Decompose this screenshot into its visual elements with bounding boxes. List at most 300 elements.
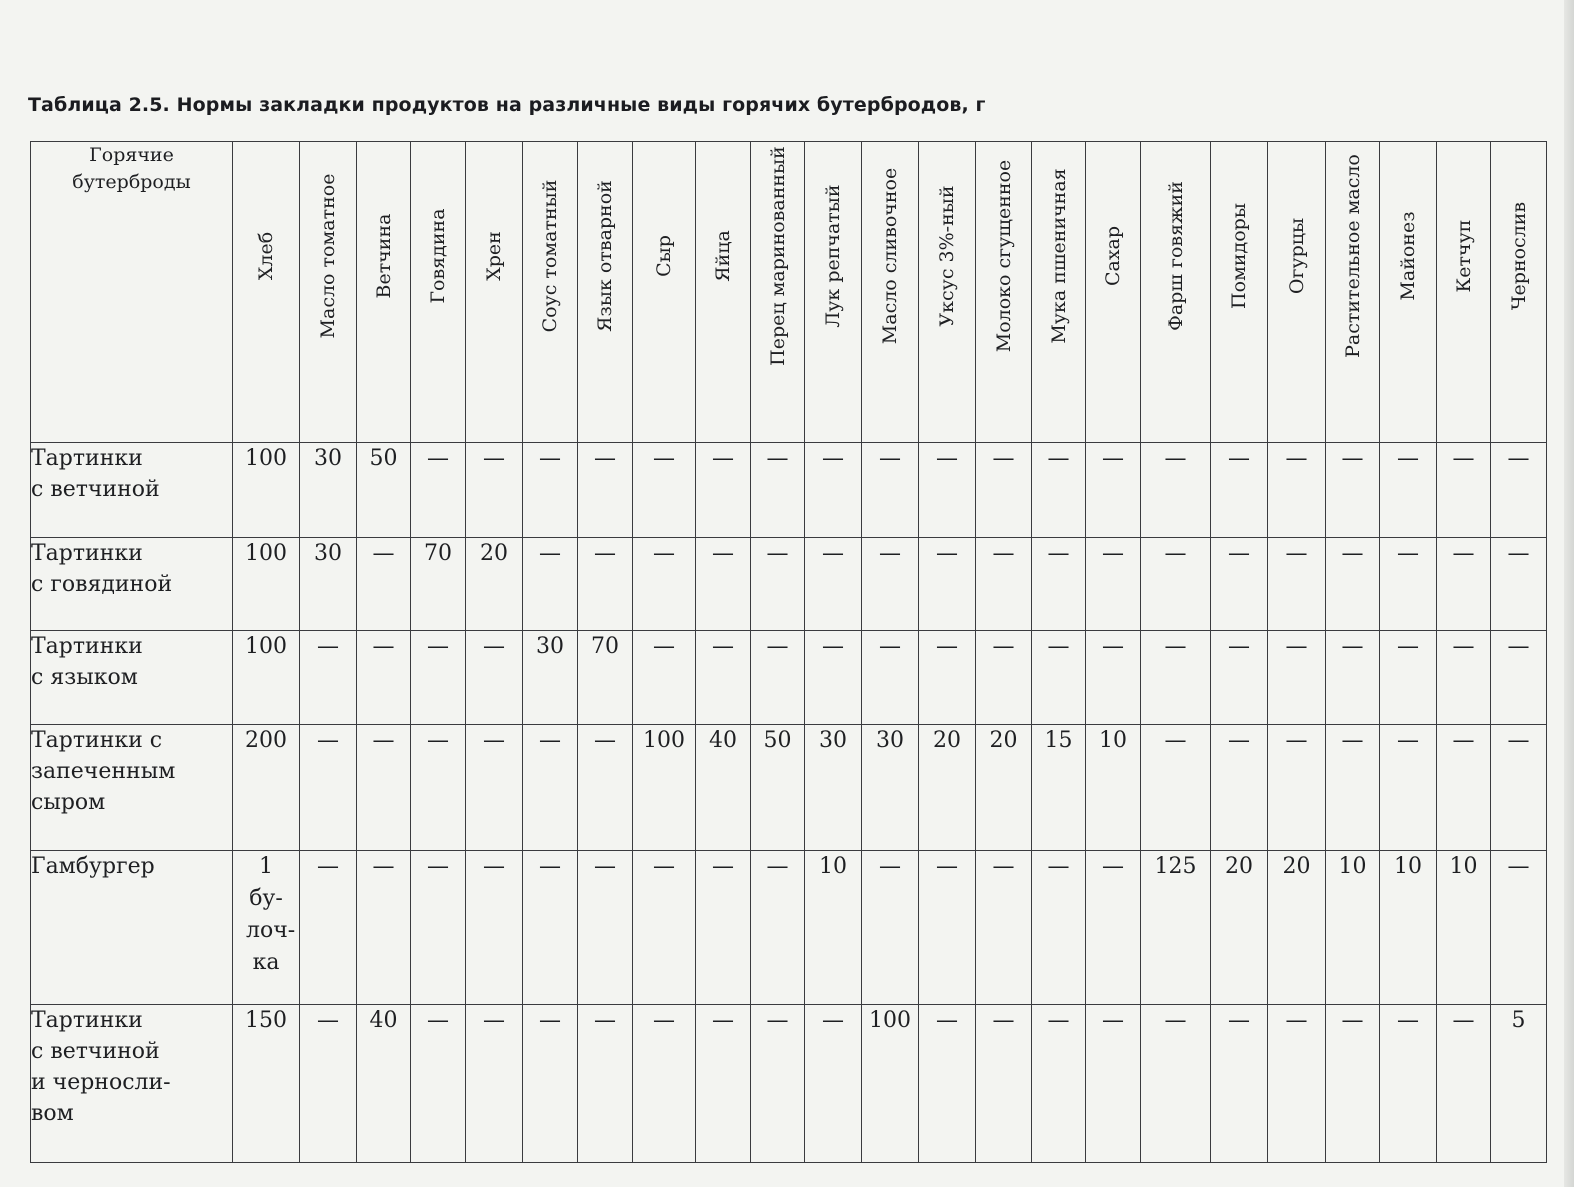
- table-cell: [1437, 851, 1491, 1005]
- column-header-label: Помидоры: [1228, 203, 1250, 309]
- table-cell: [523, 443, 578, 538]
- row-label-line: с ветчиной: [31, 477, 160, 502]
- cell-value: —: [766, 854, 789, 879]
- column-header: [1491, 142, 1547, 443]
- cell-value: —: [936, 1008, 958, 1033]
- table-cell: [805, 1005, 862, 1163]
- table-cell: [300, 851, 357, 1005]
- table-cell: [1141, 443, 1211, 538]
- table-cell: [1211, 725, 1268, 851]
- table-cell: [1491, 1005, 1547, 1163]
- column-header: [751, 142, 805, 443]
- cell-value: —: [936, 446, 958, 471]
- cell-value: 30: [876, 728, 904, 753]
- table-cell: [1380, 1005, 1437, 1163]
- table-cell: [1211, 443, 1268, 538]
- table-cell: [1086, 1005, 1141, 1163]
- cell-value: —: [1047, 1008, 1070, 1033]
- cell-value: —: [1507, 728, 1530, 753]
- corner-header-line: бутерброды: [72, 171, 191, 193]
- column-header: [1086, 142, 1141, 443]
- cell-value: 10: [1449, 854, 1478, 879]
- table-cell: [696, 851, 751, 1005]
- table-cell: [466, 538, 523, 631]
- table-cell: [411, 851, 466, 1005]
- cell-value: 30: [819, 728, 847, 753]
- table-row: [31, 538, 1547, 631]
- cell-value: —: [1397, 728, 1419, 753]
- table-cell: [1141, 725, 1211, 851]
- page-edge: [1564, 0, 1574, 1187]
- table-row: [31, 725, 1547, 851]
- column-header-label: Соус томатный: [539, 179, 561, 333]
- cell-value: —: [712, 446, 734, 471]
- cell-value: —: [766, 1008, 789, 1033]
- cell-value: —: [539, 541, 561, 566]
- cell-value: —: [1047, 854, 1070, 879]
- table-cell: [696, 443, 751, 538]
- cell-value: —: [483, 854, 505, 879]
- table-cell: [357, 443, 411, 538]
- cell-value: —: [539, 728, 561, 753]
- cell-value: —: [1285, 1008, 1308, 1033]
- cell-value: —: [1452, 541, 1475, 566]
- cell-value: —: [1164, 634, 1187, 659]
- cell-value: —: [317, 1008, 339, 1033]
- column-header: [633, 142, 696, 443]
- cell-value: —: [653, 541, 675, 566]
- table-cell: [1380, 725, 1437, 851]
- cell-value: —: [653, 634, 675, 659]
- table-cell: [233, 631, 300, 725]
- cell-value: —: [766, 446, 789, 471]
- cell-value: 100: [869, 1008, 911, 1033]
- table-cell: [578, 443, 633, 538]
- table-cell: [411, 443, 466, 538]
- cell-value: —: [712, 634, 734, 659]
- row-label-line: Гамбургер: [31, 854, 155, 879]
- row-label-line: вом: [31, 1101, 74, 1126]
- row-label-line: с языком: [31, 665, 138, 690]
- table-cell: [300, 631, 357, 725]
- cell-value: 1 бу- лоч- ка: [246, 854, 296, 975]
- cell-value: —: [594, 446, 616, 471]
- table-cell: [233, 851, 300, 1005]
- table-cell: [1032, 443, 1086, 538]
- table-cell: [233, 1005, 300, 1163]
- cell-value: 10: [819, 854, 847, 879]
- table-cell: [805, 725, 862, 851]
- table-cell: [233, 725, 300, 851]
- table-cell: [1491, 725, 1547, 851]
- cell-value: 5: [1511, 1008, 1526, 1033]
- cell-value: —: [1397, 1008, 1419, 1033]
- column-header-label: Ветчина: [372, 213, 395, 299]
- table-cell: [1491, 443, 1547, 538]
- table-cell: [805, 851, 862, 1005]
- table-cell: [805, 538, 862, 631]
- row-label-line: Тартинки: [31, 1008, 143, 1033]
- table-cell: [1437, 725, 1491, 851]
- table-cell: [1268, 1005, 1326, 1163]
- table-cell: [411, 631, 466, 725]
- table-cell: [696, 725, 751, 851]
- table-cell: [578, 725, 633, 851]
- table-cell: [1268, 538, 1326, 631]
- cell-value: —: [822, 634, 844, 659]
- column-header: [805, 142, 862, 443]
- table-cell: [1141, 851, 1211, 1005]
- column-header: [466, 142, 523, 443]
- cell-value: —: [1102, 634, 1124, 659]
- table-cell: [523, 1005, 578, 1163]
- cell-value: 10: [1394, 854, 1422, 879]
- cell-value: 70: [591, 634, 619, 659]
- cell-value: —: [879, 541, 901, 566]
- table-cell: [1380, 851, 1437, 1005]
- column-header-label: Уксус 3%-ный: [936, 185, 958, 327]
- table-cell: [751, 725, 805, 851]
- table-cell: [751, 538, 805, 631]
- row-label: [31, 631, 233, 725]
- table-cell: [300, 443, 357, 538]
- table-cell: [1326, 538, 1380, 631]
- table-row: [31, 443, 1547, 538]
- header-row: [31, 142, 1547, 443]
- cell-value: —: [1164, 728, 1187, 753]
- cell-value: 40: [369, 1008, 398, 1033]
- cell-value: —: [992, 854, 1015, 879]
- row-label: [31, 851, 233, 1005]
- table-cell: [862, 443, 919, 538]
- cell-value: —: [427, 854, 449, 879]
- table-cell: [357, 725, 411, 851]
- cell-value: —: [427, 446, 449, 471]
- column-header-label: Хрен: [483, 231, 505, 281]
- cell-value: —: [539, 1008, 561, 1033]
- table-cell: [357, 538, 411, 631]
- table-cell: [1032, 631, 1086, 725]
- cell-value: 200: [245, 728, 287, 753]
- table-cell: [1326, 1005, 1380, 1163]
- table-cell: [1032, 1005, 1086, 1163]
- corner-header: [31, 142, 233, 443]
- cell-value: —: [1047, 446, 1070, 471]
- table-cell: [633, 443, 696, 538]
- cell-value: —: [594, 854, 616, 879]
- row-label-line: запеченным: [31, 759, 176, 784]
- cell-value: —: [372, 541, 395, 566]
- column-header-label: Мука пшеничная: [1047, 168, 1070, 344]
- table-cell: [862, 1005, 919, 1163]
- cell-value: 30: [536, 634, 564, 659]
- column-header: [919, 142, 976, 443]
- table-cell: [1211, 851, 1268, 1005]
- row-label-line: с ветчиной: [31, 1039, 160, 1064]
- table-cell: [751, 631, 805, 725]
- table-cell: [523, 538, 578, 631]
- cell-value: 40: [709, 728, 737, 753]
- row-label-line: Тартинки: [31, 634, 143, 659]
- cell-value: 125: [1154, 854, 1197, 879]
- column-header-label: Чернослив: [1507, 201, 1530, 311]
- table-cell: [411, 538, 466, 631]
- cell-value: —: [1164, 1008, 1187, 1033]
- table-cell: [1211, 538, 1268, 631]
- cell-value: —: [317, 728, 339, 753]
- cell-value: —: [427, 1008, 449, 1033]
- cell-value: —: [1164, 446, 1187, 471]
- table-cell: [862, 851, 919, 1005]
- table-cell: [1086, 538, 1141, 631]
- cell-value: —: [766, 634, 789, 659]
- cell-value: —: [653, 854, 675, 879]
- table-cell: [300, 538, 357, 631]
- cell-value: 10: [1099, 728, 1127, 753]
- table-cell: [1491, 631, 1547, 725]
- table-cell: [523, 631, 578, 725]
- cell-value: —: [1397, 634, 1419, 659]
- table-cell: [1032, 538, 1086, 631]
- table-cell: [578, 1005, 633, 1163]
- cell-value: —: [594, 1008, 616, 1033]
- cell-value: 20: [480, 541, 508, 566]
- column-header-label: Лук репчатый: [822, 184, 844, 328]
- cell-value: —: [992, 541, 1015, 566]
- cell-value: —: [1341, 446, 1364, 471]
- cell-value: —: [1228, 446, 1250, 471]
- table-cell: [300, 1005, 357, 1163]
- cell-value: —: [712, 1008, 734, 1033]
- column-header: [1437, 142, 1491, 443]
- table-cell: [919, 1005, 976, 1163]
- column-header: [862, 142, 919, 443]
- column-header-label: Молоко сгущенное: [992, 159, 1015, 353]
- table-cell: [862, 725, 919, 851]
- cell-value: —: [936, 854, 958, 879]
- column-header-label: Сахар: [1102, 225, 1124, 287]
- column-header-label: Сыр: [653, 235, 675, 277]
- column-header: [1326, 142, 1380, 443]
- table-cell: [1141, 538, 1211, 631]
- table-cell: [1211, 631, 1268, 725]
- cell-value: 15: [1044, 728, 1073, 753]
- cell-value: —: [1341, 728, 1364, 753]
- table-cell: [1211, 1005, 1268, 1163]
- cell-value: —: [1452, 446, 1475, 471]
- cell-value: —: [653, 446, 675, 471]
- table-cell: [976, 1005, 1032, 1163]
- table-cell: [633, 851, 696, 1005]
- table-row: [31, 631, 1547, 725]
- table-cell: [751, 851, 805, 1005]
- cell-value: —: [879, 854, 901, 879]
- table-cell: [1032, 725, 1086, 851]
- cell-value: —: [1285, 446, 1308, 471]
- cell-value: 20: [1225, 854, 1253, 879]
- cell-value: —: [1047, 634, 1070, 659]
- table-cell: [1268, 851, 1326, 1005]
- table-cell: [466, 851, 523, 1005]
- cell-value: —: [317, 854, 339, 879]
- cell-value: —: [427, 634, 449, 659]
- table-cell: [578, 631, 633, 725]
- table-cell: [751, 1005, 805, 1163]
- column-header: [300, 142, 357, 443]
- table-cell: [751, 443, 805, 538]
- table-cell: [300, 725, 357, 851]
- table-cell: [1086, 851, 1141, 1005]
- cell-value: —: [1047, 541, 1070, 566]
- table-cell: [696, 631, 751, 725]
- table-cell: [919, 538, 976, 631]
- table-cell: [696, 1005, 751, 1163]
- table-cell: [1268, 443, 1326, 538]
- cell-value: —: [1507, 854, 1530, 879]
- column-header-label: Кетчуп: [1452, 219, 1475, 293]
- cell-value: 30: [314, 541, 342, 566]
- cell-value: 100: [245, 634, 287, 659]
- column-header: [1380, 142, 1437, 443]
- table-cell: [523, 851, 578, 1005]
- table-cell: [633, 1005, 696, 1163]
- table-cell: [1326, 725, 1380, 851]
- table-cell: [1141, 1005, 1211, 1163]
- table-cell: [1437, 443, 1491, 538]
- table-cell: [466, 725, 523, 851]
- cell-value: 20: [933, 728, 961, 753]
- row-label: [31, 1005, 233, 1163]
- cell-value: —: [712, 854, 734, 879]
- cell-value: —: [879, 446, 901, 471]
- column-header-label: Масло томатное: [317, 173, 339, 339]
- table-cell: [357, 1005, 411, 1163]
- table-cell: [633, 538, 696, 631]
- cell-value: 100: [245, 446, 287, 471]
- table-cell: [233, 538, 300, 631]
- table-cell: [805, 631, 862, 725]
- cell-value: —: [1341, 634, 1364, 659]
- cell-value: 50: [763, 728, 792, 753]
- cell-value: —: [1102, 1008, 1124, 1033]
- table-cell: [862, 631, 919, 725]
- table-cell: [1380, 538, 1437, 631]
- table-row: [31, 1005, 1547, 1163]
- table-cell: [578, 851, 633, 1005]
- cell-value: 10: [1338, 854, 1367, 879]
- table-cell: [1437, 631, 1491, 725]
- column-header-label: Говядина: [427, 208, 449, 304]
- table-cell: [976, 725, 1032, 851]
- table-cell: [633, 631, 696, 725]
- table-cell: [523, 725, 578, 851]
- row-label: [31, 725, 233, 851]
- table-cell: [1086, 725, 1141, 851]
- cell-value: —: [1285, 634, 1308, 659]
- cell-value: —: [372, 634, 395, 659]
- table-cell: [976, 538, 1032, 631]
- cell-value: —: [766, 541, 789, 566]
- column-header-label: Язык отварной: [594, 180, 616, 332]
- cell-value: —: [594, 728, 616, 753]
- cell-value: —: [483, 446, 505, 471]
- cell-value: —: [879, 634, 901, 659]
- table-cell: [1326, 631, 1380, 725]
- cell-value: —: [1341, 541, 1364, 566]
- table-cell: [976, 851, 1032, 1005]
- column-header-label: Масло сливочное: [879, 167, 901, 345]
- cell-value: —: [822, 1008, 844, 1033]
- cell-value: —: [1452, 728, 1475, 753]
- cell-value: —: [1285, 541, 1308, 566]
- column-header: [1211, 142, 1268, 443]
- cell-value: —: [1341, 1008, 1364, 1033]
- cell-value: —: [992, 1008, 1015, 1033]
- table-body: [31, 443, 1547, 1163]
- table-cell: [578, 538, 633, 631]
- column-header-label: Яйца: [712, 230, 734, 282]
- column-header: [1268, 142, 1326, 443]
- column-header-label: Майонез: [1397, 211, 1419, 301]
- table-cell: [411, 725, 466, 851]
- table-cell: [1437, 538, 1491, 631]
- column-header-label: Фарш говяжий: [1164, 181, 1187, 331]
- cell-value: —: [1102, 854, 1124, 879]
- table-cell: [357, 631, 411, 725]
- table-cell: [976, 443, 1032, 538]
- column-header: [1032, 142, 1086, 443]
- cell-value: —: [1452, 634, 1475, 659]
- cell-value: —: [1507, 541, 1530, 566]
- cell-value: —: [539, 854, 561, 879]
- cell-value: —: [1507, 634, 1530, 659]
- table-cell: [233, 443, 300, 538]
- cell-value: —: [483, 634, 505, 659]
- cell-value: —: [539, 446, 561, 471]
- cell-value: 50: [369, 446, 398, 471]
- column-header-label: Перец маринованный: [766, 146, 789, 366]
- cell-value: —: [1228, 728, 1250, 753]
- cell-value: —: [822, 446, 844, 471]
- table-cell: [696, 538, 751, 631]
- table-cell: [805, 443, 862, 538]
- cell-value: —: [822, 541, 844, 566]
- cell-value: —: [1228, 634, 1250, 659]
- table-cell: [1268, 725, 1326, 851]
- column-header: [411, 142, 466, 443]
- table-cell: [1491, 851, 1547, 1005]
- table-cell: [1380, 631, 1437, 725]
- column-header: [357, 142, 411, 443]
- table-cell: [466, 631, 523, 725]
- table-cell: [1141, 631, 1211, 725]
- cell-value: —: [1452, 1008, 1475, 1033]
- table-cell: [466, 1005, 523, 1163]
- table-cell: [1437, 1005, 1491, 1163]
- cell-value: —: [483, 1008, 505, 1033]
- table-cell: [411, 1005, 466, 1163]
- cell-value: —: [483, 728, 505, 753]
- row-label-line: сыром: [31, 790, 106, 815]
- cell-value: 150: [245, 1008, 287, 1033]
- cell-value: 20: [989, 728, 1018, 753]
- table-cell: [466, 443, 523, 538]
- cell-value: —: [936, 634, 958, 659]
- cell-value: —: [1285, 728, 1308, 753]
- table-cell: [357, 851, 411, 1005]
- column-header-label: Хлеб: [255, 231, 277, 281]
- table-cell: [976, 631, 1032, 725]
